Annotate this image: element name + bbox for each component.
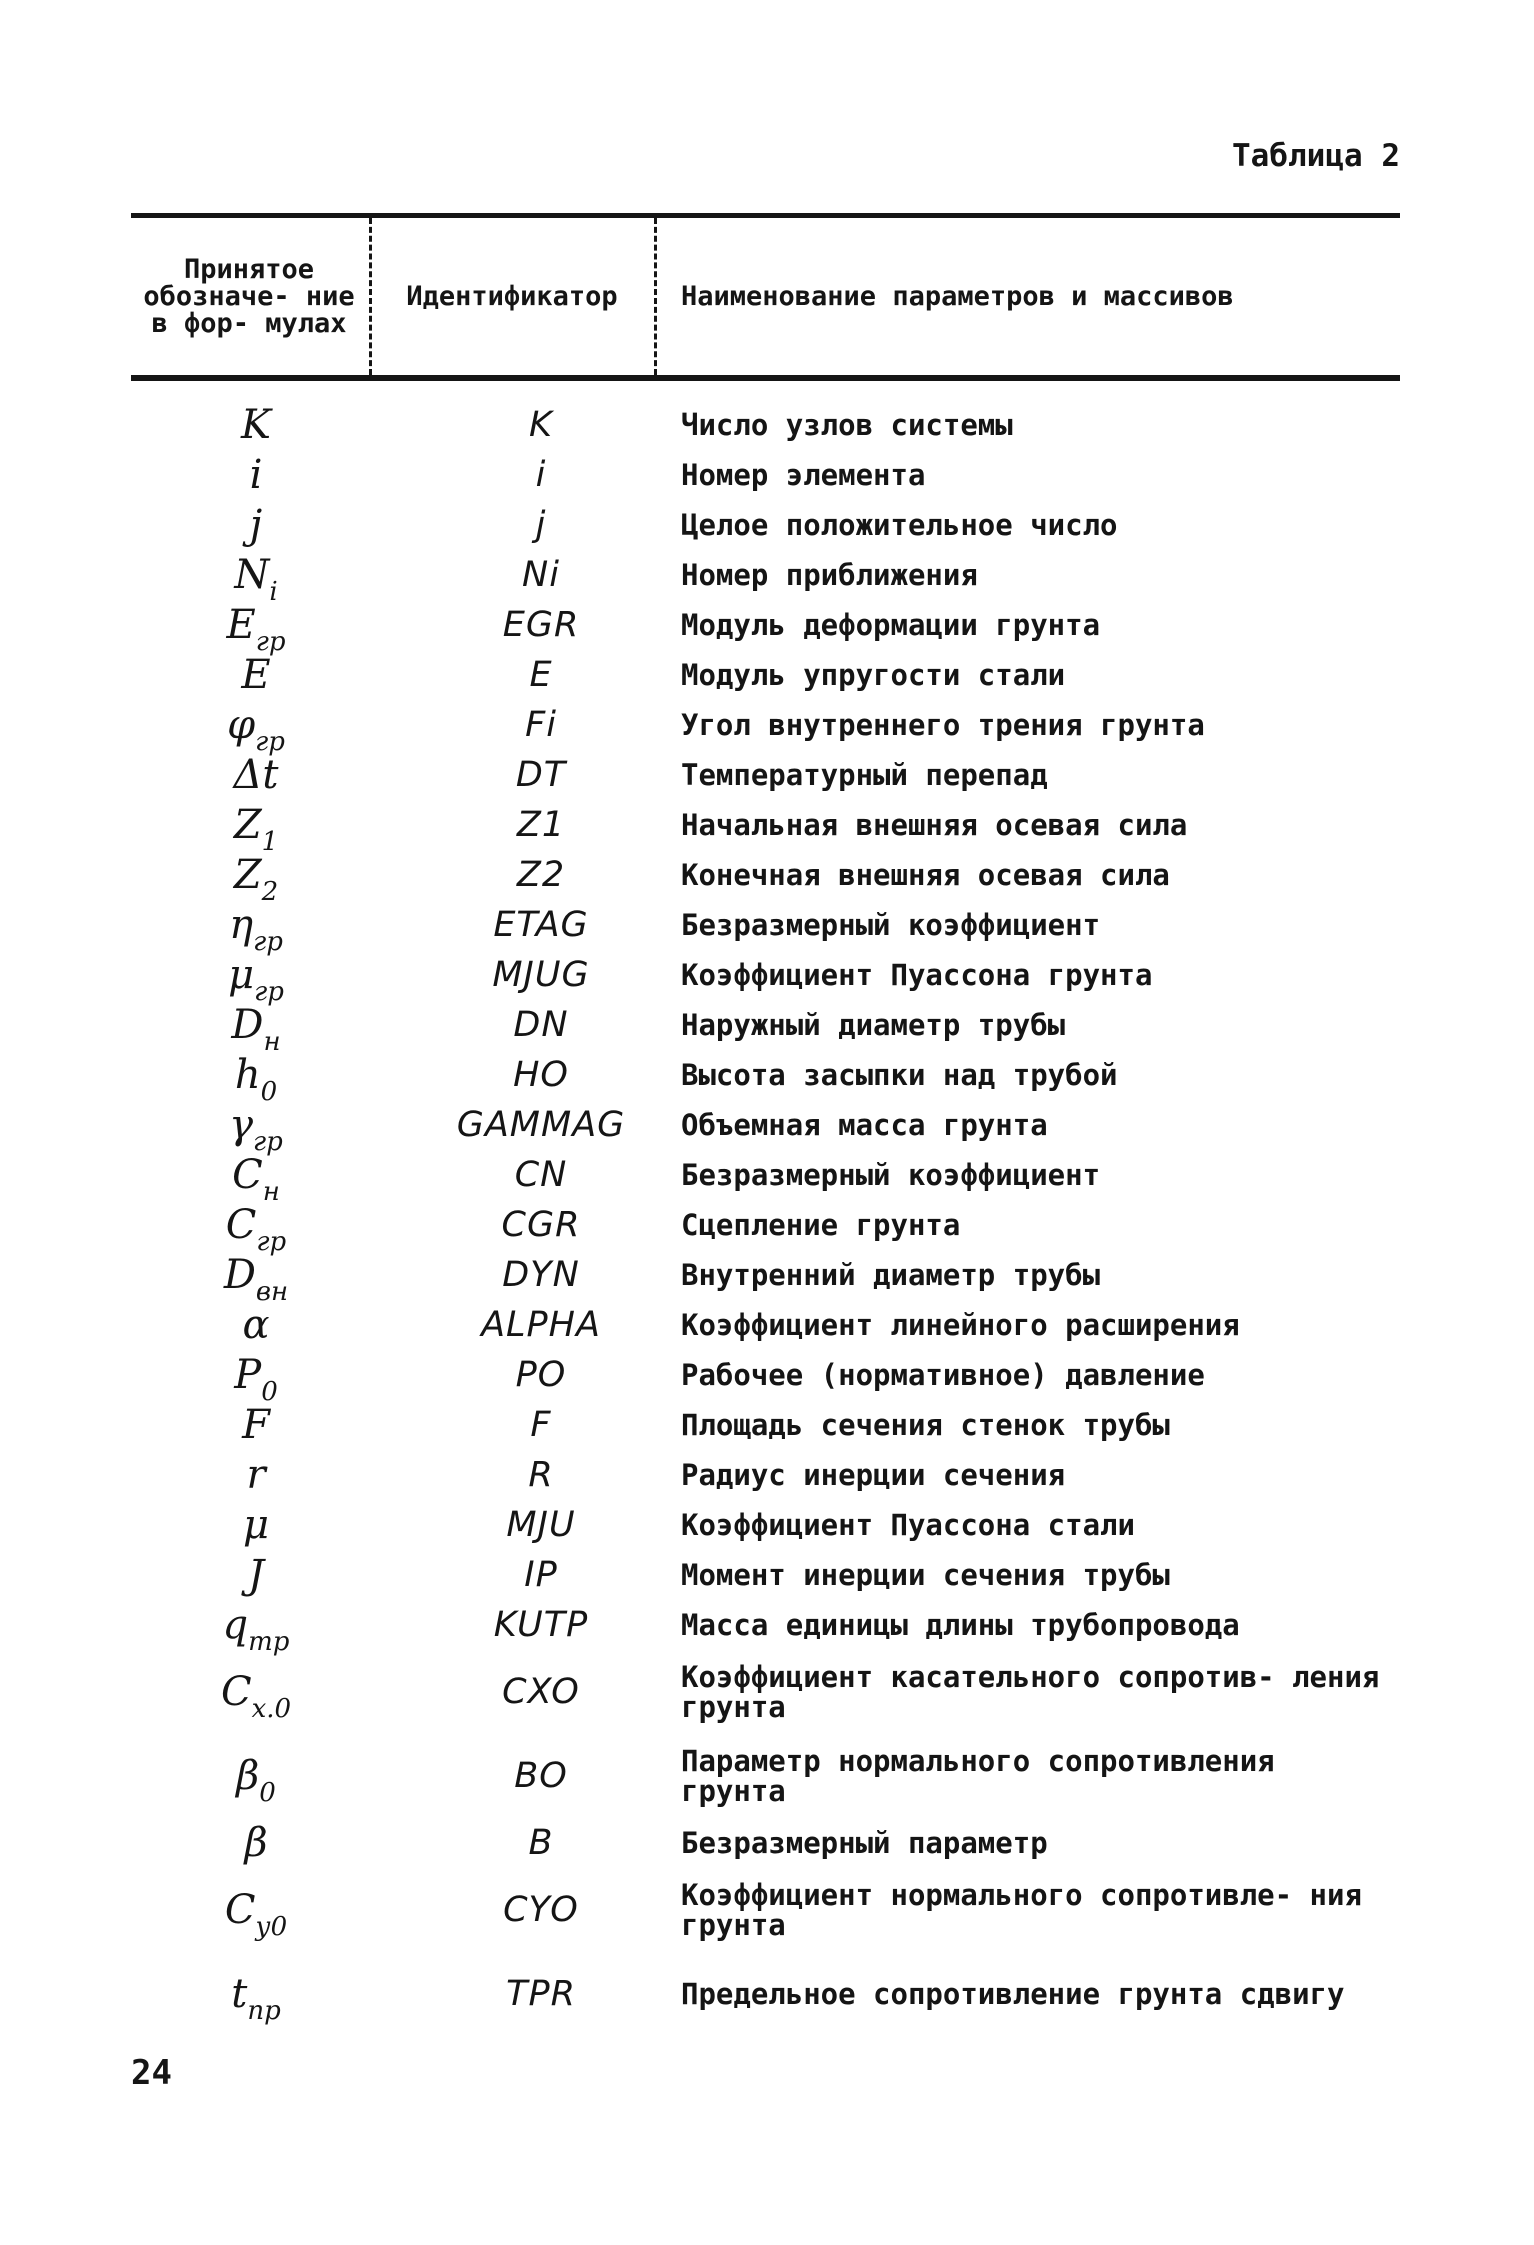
header-symbol-column: Принятое обозначе- ние в фор- мулах [143, 254, 355, 339]
symbol-base: μ [243, 1502, 269, 1548]
parameter-description: Номер приближения [681, 558, 978, 592]
symbol-base: K [241, 402, 271, 448]
identifier: K [529, 405, 553, 445]
identifier: BO [514, 1756, 568, 1796]
symbol-subscript: гр [253, 1127, 283, 1157]
parameter-description: Внутренний диаметр трубы [681, 1258, 1101, 1292]
parameter-description: Коэффициент Пуассона стали [681, 1508, 1135, 1542]
symbol-base: t [231, 1971, 248, 2017]
parameter-description: Начальная внешняя осевая сила [681, 808, 1188, 842]
table-row [131, 650, 1400, 700]
formula-symbol [131, 1252, 367, 1307]
formula-symbol [131, 1302, 367, 1348]
symbol-base: C [232, 1152, 263, 1198]
symbol-base: r [246, 1452, 266, 1498]
parameter-description: Конечная внешняя осевая сила [681, 858, 1170, 892]
table-row [131, 1300, 1400, 1350]
parameter-description: Площадь сечения стенок трубы [681, 1408, 1170, 1442]
identifier: CXO [502, 1672, 580, 1712]
table-row [131, 1050, 1400, 1107]
formula-symbol [131, 1602, 367, 1657]
header-identifier-column: Идентификатор [406, 281, 618, 312]
formula-symbol [131, 1753, 367, 1808]
symbol-base: F [242, 1402, 270, 1448]
formula-symbol [131, 602, 367, 657]
parameter-description: Модуль деформации грунта [681, 608, 1101, 642]
table-row [131, 1200, 1400, 1257]
table-row [131, 1600, 1400, 1657]
formula-symbol [131, 1202, 367, 1257]
table-row [131, 1250, 1400, 1307]
header-separator [654, 218, 657, 375]
header-name-column: Наименование параметров и массивов [681, 281, 1234, 312]
symbol-subscript: 1 [261, 827, 279, 857]
symbol-base: η [229, 902, 254, 948]
identifier: MJUG [492, 955, 590, 995]
identifier: DT [515, 755, 567, 795]
symbol-base: β [244, 1820, 268, 1866]
identifier: DN [513, 1005, 569, 1045]
symbol-base: Δt [233, 752, 279, 798]
formula-symbol [131, 1452, 367, 1498]
identifier: B [528, 1823, 554, 1863]
identifier: TPR [506, 1974, 576, 2014]
identifier: ETAG [493, 905, 589, 945]
formula-symbol [131, 1971, 367, 2026]
symbol-base: C [220, 1669, 252, 1715]
table-row [131, 750, 1400, 800]
parameter-description: Масса единицы длины трубопровода [681, 1608, 1240, 1642]
symbol-subscript: гр [255, 627, 286, 657]
table-row [131, 1500, 1400, 1550]
parameter-description: Безразмерный параметр [681, 1826, 1048, 1860]
parameter-description: Безразмерный коэффициент [681, 908, 1101, 942]
formula-symbol [131, 1352, 367, 1407]
symbol-subscript: гр [255, 727, 285, 757]
symbol-base: D [231, 1002, 264, 1048]
formula-symbol [131, 502, 367, 548]
identifier: F [530, 1405, 552, 1445]
symbol-base: h [234, 1052, 261, 1098]
parameter-description: Предельное сопротивление грунта сдвигу [681, 1977, 1345, 2011]
table-row [131, 950, 1400, 1007]
parameter-description: Безразмерный коэффициент [681, 1158, 1101, 1192]
formula-symbol [131, 1887, 367, 1942]
formula-symbol [131, 1102, 367, 1157]
formula-symbol [131, 752, 367, 798]
symbol-subscript: пр [247, 1996, 281, 2026]
identifier: EGR [502, 605, 580, 645]
symbol-base: C [224, 1887, 256, 1933]
symbol-base: D [223, 1252, 256, 1298]
symbol-subscript: i [269, 577, 278, 607]
symbol-subscript: 0 [261, 1377, 278, 1407]
symbol-base: β [236, 1753, 260, 1799]
parameter-description: Сцепление грунта [681, 1208, 961, 1242]
table-row [131, 700, 1400, 757]
table-row [131, 900, 1400, 957]
symbol-subscript: гр [253, 927, 283, 957]
symbol-subscript: 0 [260, 1077, 278, 1107]
table-row [131, 1400, 1400, 1450]
identifier: MJU [506, 1505, 576, 1545]
formula-symbol [131, 702, 367, 757]
table-header [131, 218, 1400, 375]
formula-symbol [131, 1002, 367, 1057]
symbol-base: α [242, 1302, 270, 1348]
parameter-description: Номер элемента [681, 458, 926, 492]
table-row [131, 1450, 1400, 1500]
symbol-subscript: 2 [261, 877, 279, 907]
table-row [131, 1650, 1400, 1734]
formula-symbol [131, 1502, 367, 1548]
formula-symbol [131, 1669, 367, 1724]
symbol-subscript: гр [256, 1227, 287, 1257]
parameter-description: Коэффициент Пуассона грунта [681, 958, 1153, 992]
parameter-description: Температурный перепад [681, 758, 1048, 792]
identifier: CGR [501, 1205, 581, 1245]
table-row [131, 500, 1400, 550]
identifier: HO [513, 1055, 569, 1095]
table-row [131, 1734, 1400, 1818]
identifier: DYN [502, 1255, 580, 1295]
table-row [131, 850, 1400, 907]
parameter-description: Число узлов системы [681, 408, 1013, 442]
identifier: KUTP [493, 1605, 589, 1645]
symbol-subscript: у0 [255, 1912, 288, 1942]
parameter-description: Рабочее (нормативное) давление [681, 1358, 1205, 1392]
symbol-subscript: н [263, 1027, 281, 1057]
symbol-base: C [225, 1202, 257, 1248]
parameter-description: Наружный диаметр трубы [681, 1008, 1066, 1042]
formula-symbol [131, 552, 367, 607]
table-row [131, 1350, 1400, 1407]
page-number: 24 [131, 2053, 172, 2093]
identifier: Z2 [516, 855, 566, 895]
parameter-description: Объемная масса грунта [681, 1108, 1048, 1142]
symbol-base: E [226, 602, 256, 648]
symbol-base: j [249, 502, 263, 548]
formula-symbol [131, 1052, 367, 1107]
identifier: PO [515, 1355, 567, 1395]
table-row [131, 1952, 1400, 2036]
formula-symbol [131, 452, 367, 498]
formula-symbol [131, 402, 367, 448]
parameter-description: Модуль упругости стали [681, 658, 1066, 692]
table-row [131, 400, 1400, 450]
identifier: R [528, 1455, 554, 1495]
table-row [131, 1100, 1400, 1157]
parameter-description: Коэффициент касательного сопротив- ления грунта [681, 1660, 1380, 1724]
formula-symbol [131, 802, 367, 857]
parameter-description: Радиус инерции сечения [681, 1458, 1066, 1492]
symbol-base: N [234, 552, 270, 598]
symbol-base: i [249, 452, 263, 498]
formula-symbol [131, 902, 367, 957]
identifier: CYO [503, 1890, 579, 1930]
identifier: GAMMAG [456, 1105, 626, 1145]
identifier: E [529, 655, 553, 695]
formula-symbol [131, 852, 367, 907]
parameter-description: Целое положительное число [681, 508, 1118, 542]
parameter-description: Момент инерции сечения трубы [681, 1558, 1170, 1592]
formula-symbol [131, 1152, 367, 1207]
formula-symbol [131, 952, 367, 1007]
identifier: i [535, 455, 547, 495]
symbol-subscript: вн [255, 1277, 289, 1307]
symbol-base: Z [233, 802, 262, 848]
table-row [131, 1550, 1400, 1600]
symbol-subscript: 0 [259, 1778, 276, 1808]
identifier: IP [524, 1555, 558, 1595]
table-row [131, 550, 1400, 607]
symbol-base: J [247, 1552, 265, 1598]
symbol-base: φ [227, 702, 256, 748]
identifier: Fi [525, 705, 557, 745]
formula-symbol [131, 1402, 367, 1448]
table-title: Таблица 2 [1232, 138, 1400, 174]
formula-symbol [131, 652, 367, 698]
parameter-description: Коэффициент нормального сопротивле- ния грунта [681, 1878, 1362, 1942]
symbol-base: Z [233, 852, 262, 898]
table-row [131, 1150, 1400, 1207]
table-row [131, 600, 1400, 657]
identifier: Z1 [516, 805, 566, 845]
parameter-description: Параметр нормального сопротивления грунта [681, 1744, 1275, 1808]
symbol-base: P [234, 1352, 262, 1398]
table-row [131, 800, 1400, 857]
symbol-base: μ [228, 952, 255, 998]
symbol-subscript: н [262, 1177, 280, 1207]
table-body [131, 400, 1400, 2036]
parameter-description: Угол внутреннего трения грунта [681, 708, 1205, 742]
table-header-rule [131, 375, 1400, 381]
formula-symbol [131, 1820, 367, 1866]
formula-symbol [131, 1552, 367, 1598]
table-row [131, 1818, 1400, 1868]
symbol-subscript: x.0 [251, 1694, 292, 1724]
symbol-base: γ [229, 1102, 254, 1148]
parameter-description: Высота засыпки над трубой [681, 1058, 1118, 1092]
symbol-base: E [241, 652, 271, 698]
identifier: ALPHA [481, 1305, 601, 1345]
table-row [131, 1868, 1400, 1952]
table-row [131, 1000, 1400, 1057]
identifier: Ni [522, 555, 560, 595]
symbol-subscript: тр [248, 1627, 290, 1657]
identifier: j [535, 505, 547, 545]
symbol-subscript: гр [254, 977, 284, 1007]
parameter-description: Коэффициент линейного расширения [681, 1308, 1240, 1342]
symbol-base: q [222, 1602, 249, 1648]
table-row [131, 450, 1400, 500]
identifier: CN [514, 1155, 568, 1195]
